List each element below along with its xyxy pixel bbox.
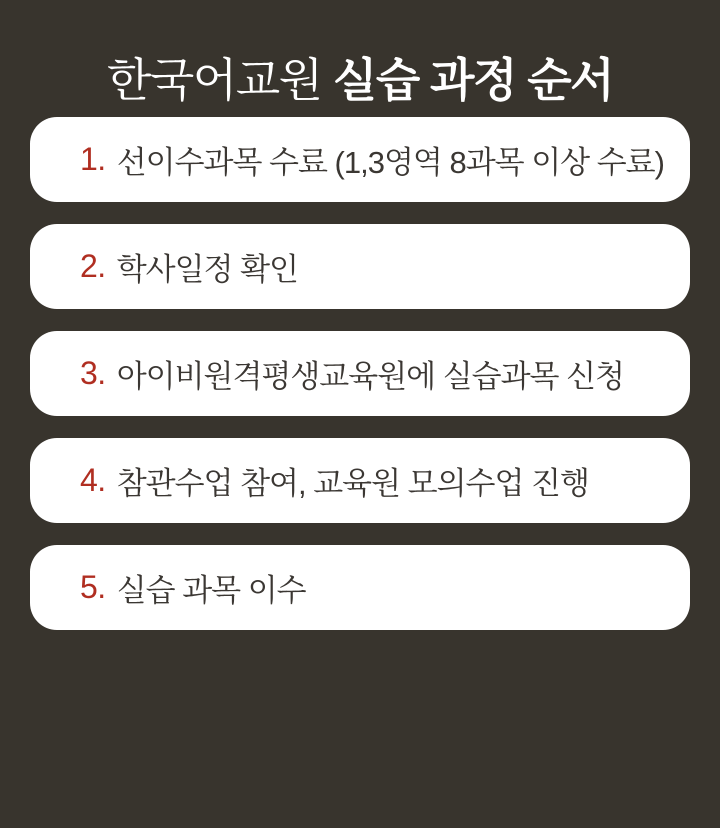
step-number: 2. (80, 248, 106, 284)
step-label: 아이비원격평생교육원에 실습과목 신청 (116, 359, 624, 394)
step-card-5 (30, 545, 690, 630)
step-number: 1. (80, 141, 106, 177)
page-title-bold-part: 실습 과정 순서 (332, 53, 614, 106)
step-label: 선이수과목 수료 (1,3영역 8과목 이상 수료) (116, 145, 664, 180)
page-title-regular-part: 한국어교원 (106, 53, 333, 106)
step-number: 3. (80, 355, 106, 391)
step-card-3 (30, 331, 690, 416)
step-label: 학사일정 확인 (116, 252, 298, 287)
step-label: 실습 과목 이수 (116, 573, 306, 608)
step-number: 4. (80, 462, 106, 498)
step-number: 5. (80, 569, 106, 605)
step-card-2 (30, 224, 690, 309)
step-card-1 (30, 117, 690, 202)
step-card-4 (30, 438, 690, 523)
step-label: 참관수업 참여, 교육원 모의수업 진행 (116, 466, 589, 501)
page-title (0, 55, 720, 106)
steps-list (30, 117, 690, 630)
